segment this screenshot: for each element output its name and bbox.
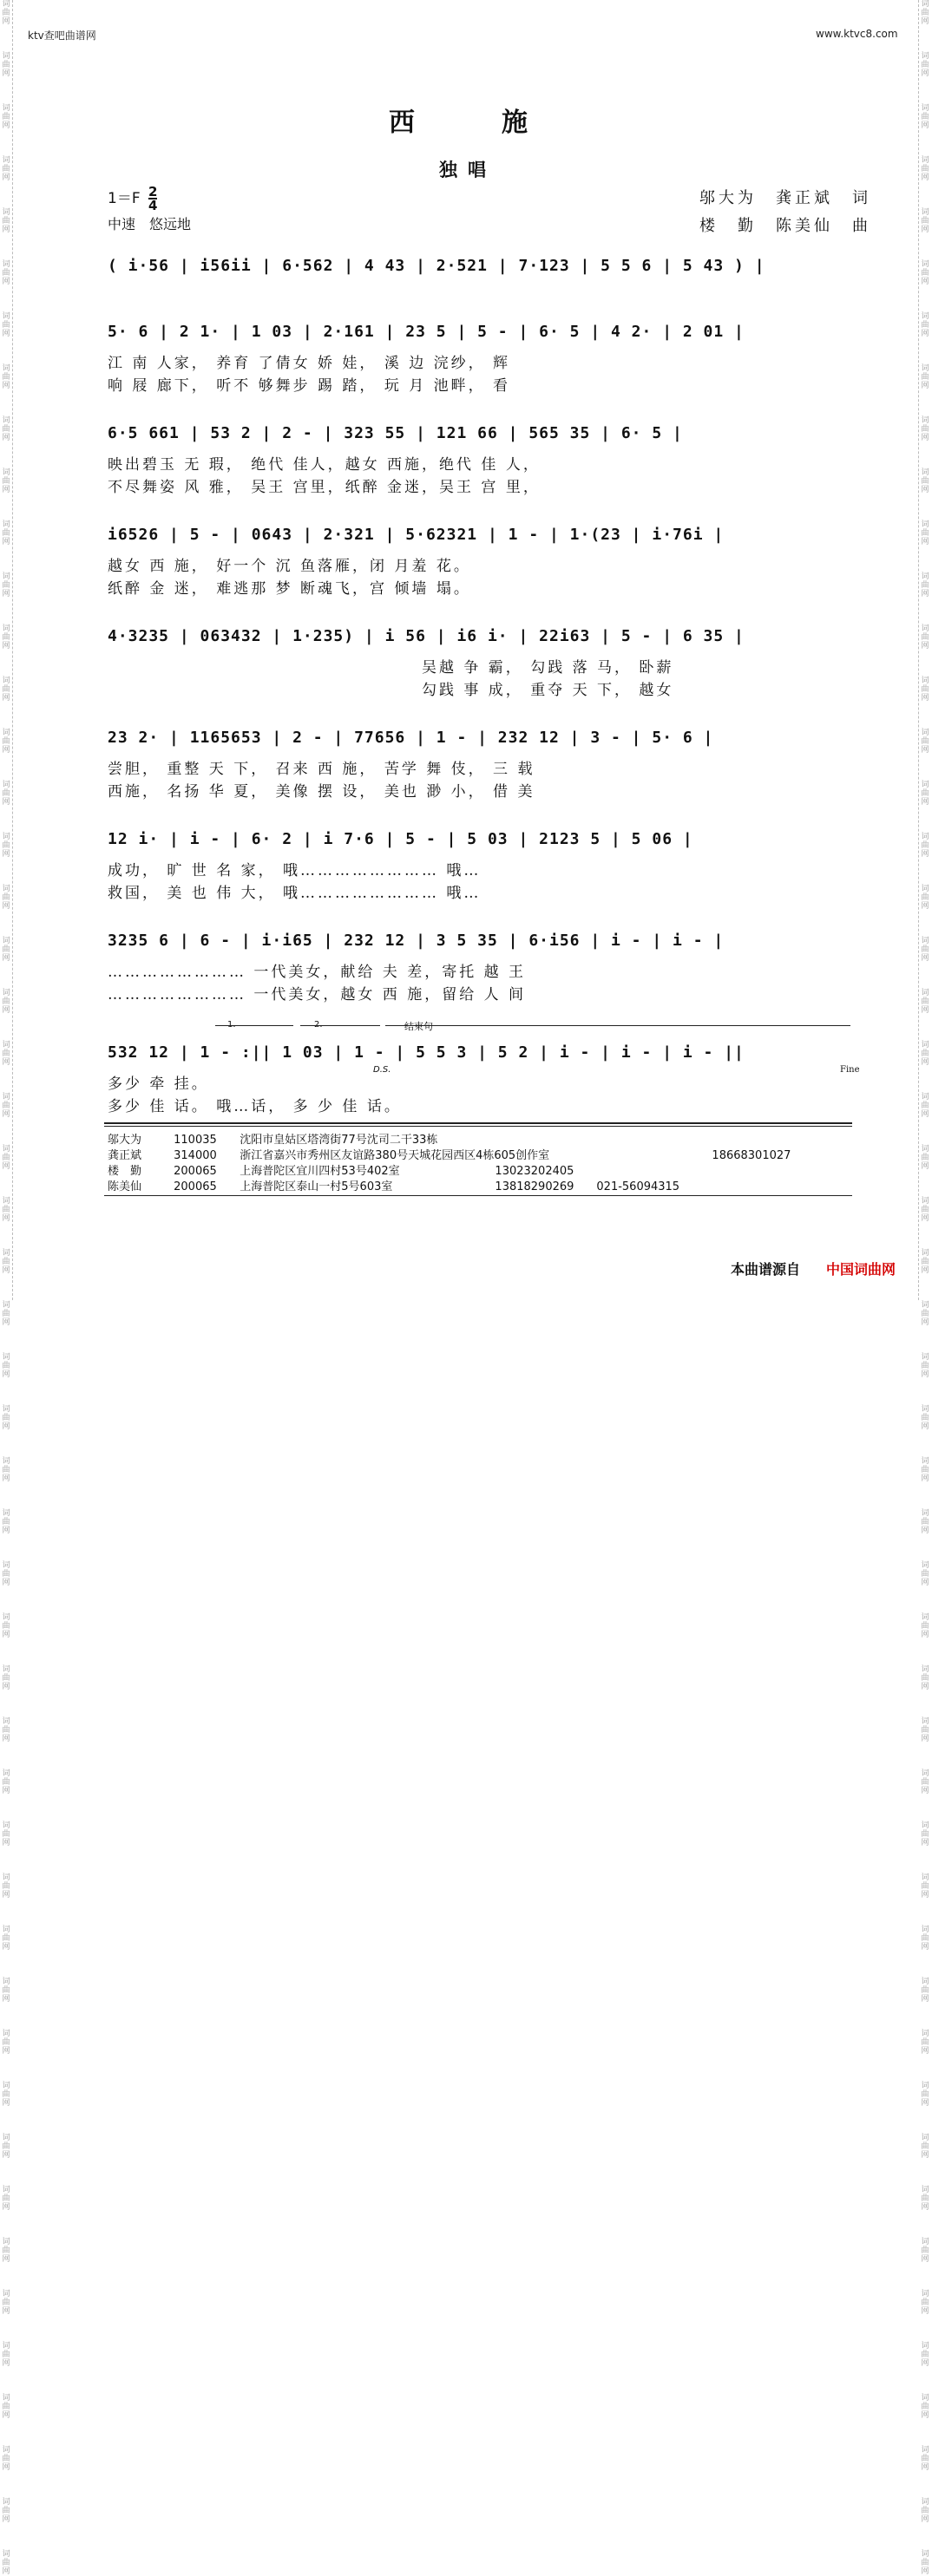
key-label: 1＝F (108, 190, 141, 207)
score-line-6: 23 2· | 1165653 | 2 - | 77656 | 1 - | 232 12 | 3 - | 5· 6 | (108, 729, 714, 747)
lyric-line-6-verse-1: 尝胆， 重整 天 下， 召来 西 施， 苦学 舞 伎， 三 载 (108, 761, 535, 778)
lyric-line-9-verse-1: 多少 牵 挂。 (108, 1076, 209, 1093)
contact-name: 邬大为 (108, 1134, 142, 1147)
lyric-line-5-verse-1: 吴越 争 霸， 勾践 落 马， 卧薪 (422, 659, 674, 677)
lyric-line-2-verse-1: 江 南 人家， 养育 了倩女 娇 娃， 溪 边 浣纱， 辉 (108, 355, 511, 372)
contact-address: 浙江省嘉兴市秀州区友谊路380号天城花园西区4栋605创作室 (240, 1149, 550, 1162)
score-line-4: i6526 | 5 - | 0643 | 2·321 | 5·62321 | 1 - | 1·(23 | i·76i | (108, 526, 725, 544)
time-bottom: 4 (148, 198, 158, 213)
lyric-line-2-verse-2: 响 屐 廊下， 听不 够舞步 踢 踏， 玩 月 池畔， 看 (108, 377, 511, 395)
lyric-line-4-verse-1: 越女 西 施， 好一个 沉 鱼落雁，闭 月羞 花。 (108, 558, 471, 575)
fine-mark: Fine (840, 1065, 860, 1075)
contact-top-rule (104, 1122, 852, 1124)
contact-zip: 200065 (174, 1180, 217, 1193)
source-label: 本曲谱源自 (731, 1261, 801, 1278)
contact-name: 陈美仙 (108, 1180, 142, 1193)
time-top: 2 (148, 184, 158, 199)
volta-2-bracket (300, 1025, 380, 1026)
contact-phone: 18668301027 (712, 1149, 791, 1162)
left-watermark-strip: 词 曲 网 词 曲 网 词 曲 网 词 曲 网 词 曲 网 词 曲 网 词 曲 网 词 曲 网 词 曲 网 词 曲 网 词 曲 网 词 曲 网 词 曲 网 词 曲 网 词 曲 网 词 曲 网 词 曲 网 词 曲 网 词 曲 网 词 曲 网 词 曲 网 词 曲 网 词 曲 网 词 曲 网 词 曲 网 词 曲 网 词 曲 网 词 曲 网 词 曲 网 词 曲 网 词 曲 网 词 曲 网 词 曲 网 词 曲 网 词 曲 网 词 曲 网 词 曲 网 词 曲 网 词 曲 网 词 曲 网 词 曲 网 词 曲 网 词 曲 网 词 曲 网 词 曲 网 词 曲 网 词 曲 网 词 曲 网 词 曲 网 词 曲 网 (0, 0, 13, 1300)
ending-phrase-label: 结束句 (404, 1021, 433, 1032)
score-line-8: 3235 6 | 6 - | i·i65 | 232 12 | 3 5 35 | 6·i56 | i - | i - | (108, 932, 725, 950)
contact-bottom-rule (104, 1195, 852, 1196)
lyric-line-7-verse-1: 成功， 旷 世 名 家， 哦…………………… 哦… (108, 862, 482, 879)
source-site-link[interactable]: 中国词曲网 (826, 1261, 896, 1278)
contact-zip: 200065 (174, 1165, 217, 1178)
score-line-3: 6·5 661 | 53 2 | 2 - | 323 55 | 121 66 | 565 35 | 6· 5 | (108, 424, 683, 442)
lyric-line-4-verse-2: 纸醉 金 迷， 难逃那 梦 断魂飞，宫 倾墙 塌。 (108, 580, 471, 598)
contact-name: 楼 勤 (108, 1165, 142, 1178)
lyric-line-7-verse-2: 救国， 美 也 伟 大， 哦…………………… 哦… (108, 885, 482, 902)
score-line-7: 12 i· | i - | 6· 2 | i 7·6 | 5 - | 5 03 | 2123 5 | 5 06 | (108, 830, 693, 848)
contact-zip: 314000 (174, 1149, 217, 1162)
lyric-line-8-verse-1: …………………… 一代美女，献给 夫 差，寄托 越 王 (108, 964, 527, 981)
lyric-line-8-verse-2: …………………… 一代美女，越女 西 施，留给 人 间 (108, 986, 527, 1004)
dal-segno-mark: D.S. (373, 1065, 391, 1075)
contact-top-rule-thin (104, 1126, 852, 1127)
contact-name: 龚正斌 (108, 1149, 142, 1162)
lyric-line-6-verse-2: 西施， 名扬 华 夏， 美像 摆 设， 美也 渺 小， 借 美 (108, 783, 535, 801)
contact-address: 上海普陀区宜川四村53号402室 (240, 1165, 400, 1178)
lyric-line-3-verse-1: 映出碧玉 无 瑕， 绝代 佳人，越女 西施，绝代 佳 人， (108, 456, 541, 474)
score-line-9: 532 12 | 1 - :|| 1 03 | 1 - | 5 5 3 | 5 2 | i - | i - | i - || (108, 1043, 745, 1062)
lyric-line-3-verse-2: 不尽舞姿 风 雅， 吴王 宫里，纸醉 金迷，吴王 宫 里， (108, 479, 541, 496)
volta-1-label: 1. (227, 1020, 236, 1030)
score-line-5: 4·3235 | 063432 | 1·235) | i 56 | i6 i· | 22i63 | 5 - | 6 35 | (108, 627, 745, 645)
contact-address: 沈阳市皇姑区塔湾街77号沈司二干33栋 (240, 1134, 438, 1147)
volta-1-bracket (215, 1025, 293, 1026)
contact-row (108, 1161, 574, 1178)
volta-2-label: 2. (314, 1020, 323, 1030)
composer-credit: 楼 勤 陈美仙 曲 (699, 217, 871, 235)
score-line-2: 5· 6 | 2 1· | 1 03 | 2·161 | 23 5 | 5 - | 6· 5 | 4 2· | 2 01 | (108, 323, 745, 341)
score-line-1: ( i·56 | i56ii | 6·562 | 4 43 | 2·521 | 7·123 | 5 5 6 | 5 43 ) | (108, 257, 765, 275)
right-watermark-strip: 词 曲 网 词 曲 网 词 曲 网 词 曲 网 词 曲 网 词 曲 网 词 曲 网 词 曲 网 词 曲 网 词 曲 网 词 曲 网 词 曲 网 词 曲 网 词 曲 网 词 曲 网 词 曲 网 词 曲 网 词 曲 网 词 曲 网 词 曲 网 词 曲 网 词 曲 网 词 曲 网 词 曲 网 词 曲 网 词 曲 网 词 曲 网 词 曲 网 词 曲 网 词 曲 网 词 曲 网 词 曲 网 词 曲 网 词 曲 网 词 曲 网 词 曲 网 词 曲 网 词 曲 网 词 曲 网 词 曲 网 词 曲 网 词 曲 网 词 曲 网 词 曲 网 词 曲 网 词 曲 网 词 曲 网 词 曲 网 词 曲 网 词 曲 网 (918, 0, 931, 1300)
contact-row (108, 1130, 691, 1147)
contact-phone: 13818290269 021-56094315 (495, 1180, 680, 1193)
site-url-right: www.ktvc8.com (816, 28, 898, 40)
page-title: 西施 (389, 108, 614, 138)
lyric-line-9-verse-2: 多少 佳 话。 哦…话， 多 少 佳 话。 (108, 1098, 402, 1115)
contact-row (108, 1146, 791, 1162)
contact-address: 上海普陀区泰山一村5号603室 (240, 1180, 393, 1193)
tempo-marking: 中速 悠远地 (108, 216, 192, 232)
contact-zip: 110035 (174, 1134, 217, 1147)
page-subtitle: 独唱 (439, 159, 496, 180)
site-name-left: ktv查吧曲谱网 (28, 29, 96, 42)
lyric-line-5-verse-2: 勾践 事 成， 重夺 天 下， 越女 (422, 682, 674, 699)
contact-row (108, 1177, 679, 1193)
key-signature (108, 186, 157, 212)
ending-bracket (385, 1025, 850, 1026)
contact-phone: 13023202405 (495, 1165, 574, 1178)
lyricist-credit: 邬大为 龚正斌 词 (699, 189, 871, 207)
time-signature (148, 186, 157, 212)
